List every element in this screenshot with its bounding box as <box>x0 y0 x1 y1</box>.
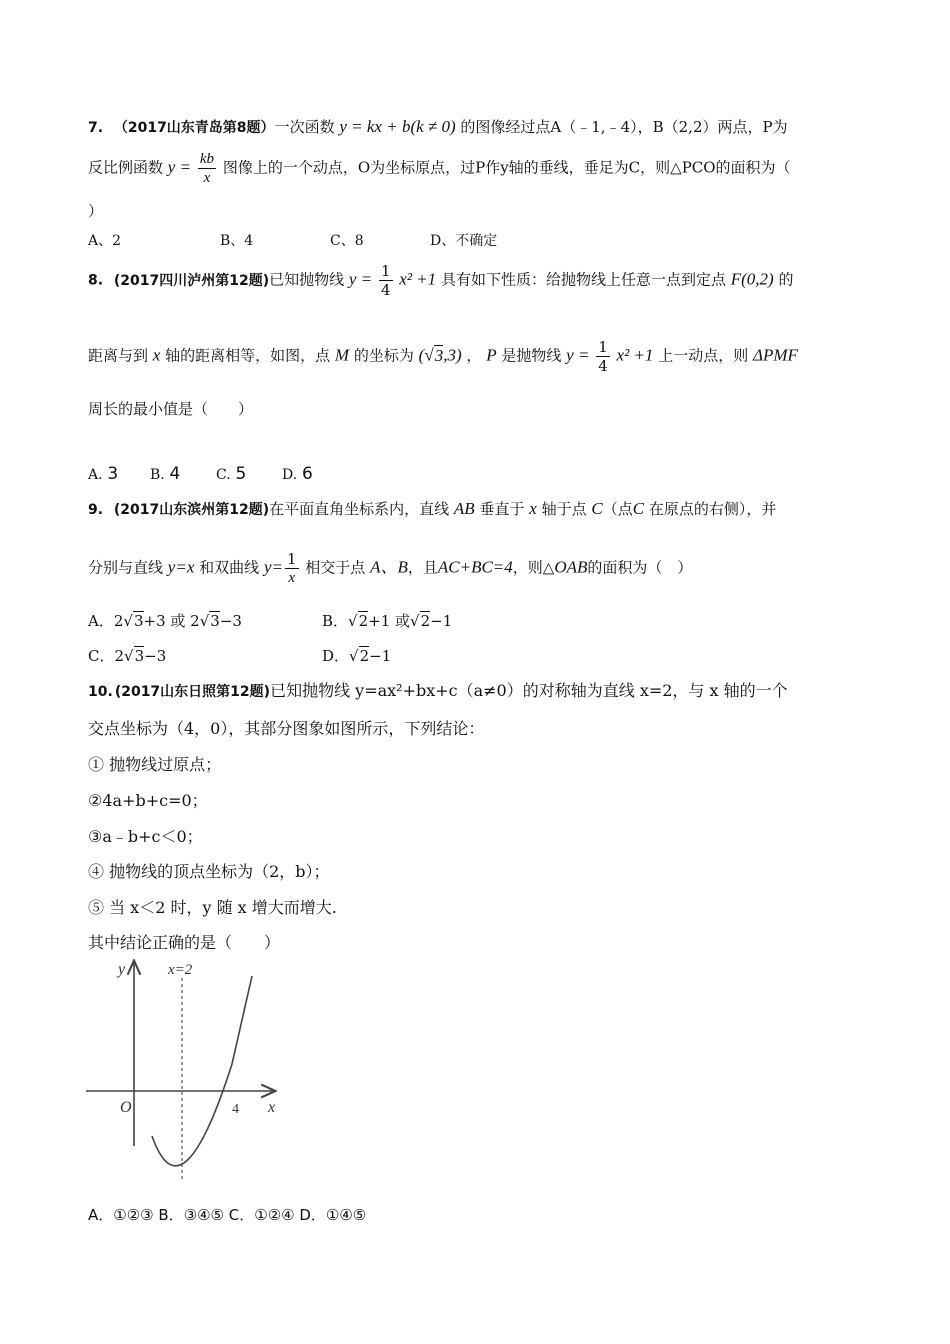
x-axis-label: x <box>268 1099 276 1116</box>
symmetry-axis-label: x=2 <box>168 962 193 978</box>
q9-option-a-root2: 3 <box>210 612 220 630</box>
q8-x-var: x <box>152 345 161 365</box>
q9-text7: 和双曲线 <box>199 558 260 577</box>
q9-option-a-end: −3 <box>219 612 242 630</box>
q9-c2: C <box>632 499 645 518</box>
q9-option-b-root2: 2 <box>420 612 431 630</box>
q8-fraction <box>379 262 393 299</box>
q8-option-b-label: B. <box>150 467 165 483</box>
q10-number: 10. <box>88 684 113 700</box>
q9-option-b-label: B． <box>322 612 349 630</box>
q7-frac-den: x <box>203 170 211 186</box>
q9-option-a-label: A．2 <box>88 612 124 630</box>
q8-fraction-2 <box>596 338 610 375</box>
q8-option-a <box>88 464 118 484</box>
q9-c: C <box>591 499 603 518</box>
q9-option-a-mid: +3 或 2 <box>143 612 200 630</box>
q9-text1: 在平面直角坐标系内，直线 <box>269 500 450 518</box>
q9-option-c-label: C．2 <box>88 647 125 665</box>
q9-text3: 轴于点 <box>541 500 587 518</box>
q8-option-b-value: 4 <box>169 464 181 484</box>
q8-option-a-label: A. <box>88 467 103 483</box>
q8-frac-den-2: 4 <box>598 357 608 375</box>
origin-label: O <box>120 1099 132 1116</box>
q9-text8: 相交于点 <box>305 558 366 577</box>
q9-oab: OAB <box>554 557 588 577</box>
q9-y-eq: y= <box>263 557 283 577</box>
q8-option-d-value: 6 <box>301 464 313 484</box>
q8-source: (2017四川泸州第12题) <box>113 272 270 289</box>
q7-text4: 图像上的一个动点，O为坐标原点，过P作y轴的垂线，垂足为C，则△PCO的面积为（ <box>222 158 791 177</box>
q8-frac-num-2: 1 <box>598 338 608 356</box>
q7-y-eq: y = <box>167 157 192 177</box>
q9-text10: ，则△ <box>512 558 555 577</box>
q10-item-5: ⑤ 当 x＜2 时，y 随 x 增大而增大. <box>88 898 337 917</box>
q9-line1 <box>88 498 776 519</box>
q9-option-c-end: −3 <box>144 647 167 665</box>
q8-m-coord-sqrt: 3 <box>434 345 444 365</box>
q10-item-2: ②4a+b+c=0； <box>88 791 208 810</box>
q8-text3: 的 <box>778 270 794 289</box>
q9-line2 <box>88 550 692 587</box>
q8-p-var: P <box>486 345 497 365</box>
q8-text4: 距离与到 <box>88 346 149 365</box>
q7-option-c: C、8 <box>330 233 364 249</box>
q9-ab-points: A、B <box>370 557 408 577</box>
q8-text7: ， <box>466 346 482 365</box>
q8-option-c-label: C. <box>216 467 231 483</box>
q9-number: 9. <box>88 502 104 518</box>
y-axis-label: y <box>118 961 126 978</box>
q8-m-coord-open: ( <box>418 345 425 365</box>
q7-fraction <box>198 150 216 187</box>
q9-text2: 垂直于 <box>479 500 525 518</box>
q7-frac-num: kb <box>199 151 215 167</box>
q7-line2 <box>88 150 791 187</box>
q10-parabola-graph <box>82 956 292 1182</box>
q9-yx: y=x <box>167 557 195 577</box>
q8-text2: 具有如下性质：给抛物线上任意一点到定点 <box>440 270 726 289</box>
q8-text5: 轴的距离相等，如图，点 <box>165 346 331 365</box>
q8-option-c-value: 5 <box>235 464 247 484</box>
q10-item-4: ④ 抛物线的顶点坐标为（2，b）； <box>88 862 330 881</box>
q7-text1: 一次函数 <box>274 118 335 136</box>
q8-option-b <box>150 464 180 484</box>
q7-number: 7. <box>88 120 104 136</box>
q9-text11: 的面积为（ ） <box>587 558 693 577</box>
q9-option-b-root1: 2 <box>358 612 369 630</box>
q8-triangle: ΔPMF <box>753 345 798 365</box>
q8-option-d-label: D. <box>282 467 298 483</box>
q9-option-d-end: −1 <box>369 647 392 665</box>
q8-option-c <box>216 464 246 484</box>
q9-text9: ，且 <box>407 558 438 577</box>
q7-text2: 的图像经过点A（﹣1,﹣4），B（2,2）两点，P为 <box>460 118 788 136</box>
q8-x2-2: x² +1 <box>616 345 654 365</box>
q9-option-b-mid: +1 或 <box>368 612 411 630</box>
q8-text1: 已知抛物线 <box>269 270 345 289</box>
q8-m-coord-close: ,3) <box>443 345 462 365</box>
q9-option-b-end: −1 <box>430 612 453 630</box>
q9-text4: （点 <box>602 500 633 518</box>
four-label: 4 <box>232 1102 239 1117</box>
q10-source: (2017山东日照第12题) <box>114 684 271 700</box>
q8-text10: 周长的最小值是（ ） <box>88 400 254 418</box>
q10-line2: 交点坐标为（4，0），其部分图象如图所示，下列结论： <box>88 719 485 738</box>
q9-frac-num: 1 <box>286 550 297 568</box>
q8-point-f: F(0,2) <box>730 269 774 289</box>
q9-option-c-root: 3 <box>134 647 145 665</box>
q7-line1 <box>88 116 788 137</box>
q9-option-a-root1: 3 <box>133 612 144 630</box>
q9-frac-den: x <box>288 570 296 586</box>
q8-frac-den: 4 <box>380 281 391 299</box>
q9-text6: 分别与直线 <box>88 558 164 577</box>
q10-line1-text: 已知抛物线 y=ax²+bx+c（a≠0）的对称轴为直线 x=2，与 x 轴的一个 <box>270 681 788 700</box>
q8-frac-num: 1 <box>380 262 391 280</box>
q8-m-coord: (√3,3) <box>418 345 462 365</box>
q8-number: 8. <box>88 272 104 289</box>
q8-x2: x² +1 <box>399 269 437 289</box>
q9-x: x <box>529 499 537 518</box>
q8-y-eq: y = <box>348 269 373 289</box>
q7-option-d: D、不确定 <box>430 233 498 249</box>
q10-item-1: ① 抛物线过原点； <box>88 755 222 774</box>
q8-option-d <box>282 464 313 484</box>
q9-ab: AB <box>453 499 475 518</box>
q10-line1 <box>88 678 788 701</box>
q10-question: 其中结论正确的是（ ） <box>88 933 281 952</box>
q8-line1 <box>88 262 794 299</box>
q7-formula1: y = kx + b(k ≠ 0) <box>339 117 456 136</box>
q9-acbc: AC+BC=4 <box>437 557 513 577</box>
q8-text6: 的坐标为 <box>353 346 414 365</box>
q8-text8: 是抛物线 <box>501 346 562 365</box>
q9-option-b: B．√2+1 或√2−1 <box>322 612 453 630</box>
q10-item-3: ③a﹣b+c＜0； <box>88 827 203 846</box>
q7-text5: ） <box>88 202 104 220</box>
q9-fraction <box>285 550 299 587</box>
q7-text3: 反比例函数 <box>88 158 164 177</box>
q9-source: (2017山东滨州第12题) <box>113 502 270 518</box>
q8-line2 <box>88 338 798 375</box>
q9-option-d: D．√2−1 <box>322 647 392 665</box>
parabola-curve <box>152 976 252 1166</box>
q9-option-c: C．2√3−3 <box>88 647 167 665</box>
q9-text5: 在原点的右侧），并 <box>648 500 777 518</box>
q8-text9: 上一动点，则 <box>658 346 749 365</box>
q7-source: （2017山东青岛第8题） <box>113 120 275 136</box>
q8-y-eq-2: y = <box>566 345 590 365</box>
q7-option-a: A、2 <box>88 233 122 249</box>
q9-option-d-root: 2 <box>359 647 370 665</box>
q8-m-var: M <box>334 345 350 365</box>
q9-option-d-label: D． <box>322 647 350 665</box>
q8-option-a-value: 3 <box>107 464 119 484</box>
q7-option-b: B、4 <box>220 233 254 249</box>
q10-options: A．①②③ B．③④⑤ C．①②④ D．①④⑤ <box>88 1206 367 1224</box>
q9-option-a: A．2√3+3 或 2√3−3 <box>88 612 242 630</box>
